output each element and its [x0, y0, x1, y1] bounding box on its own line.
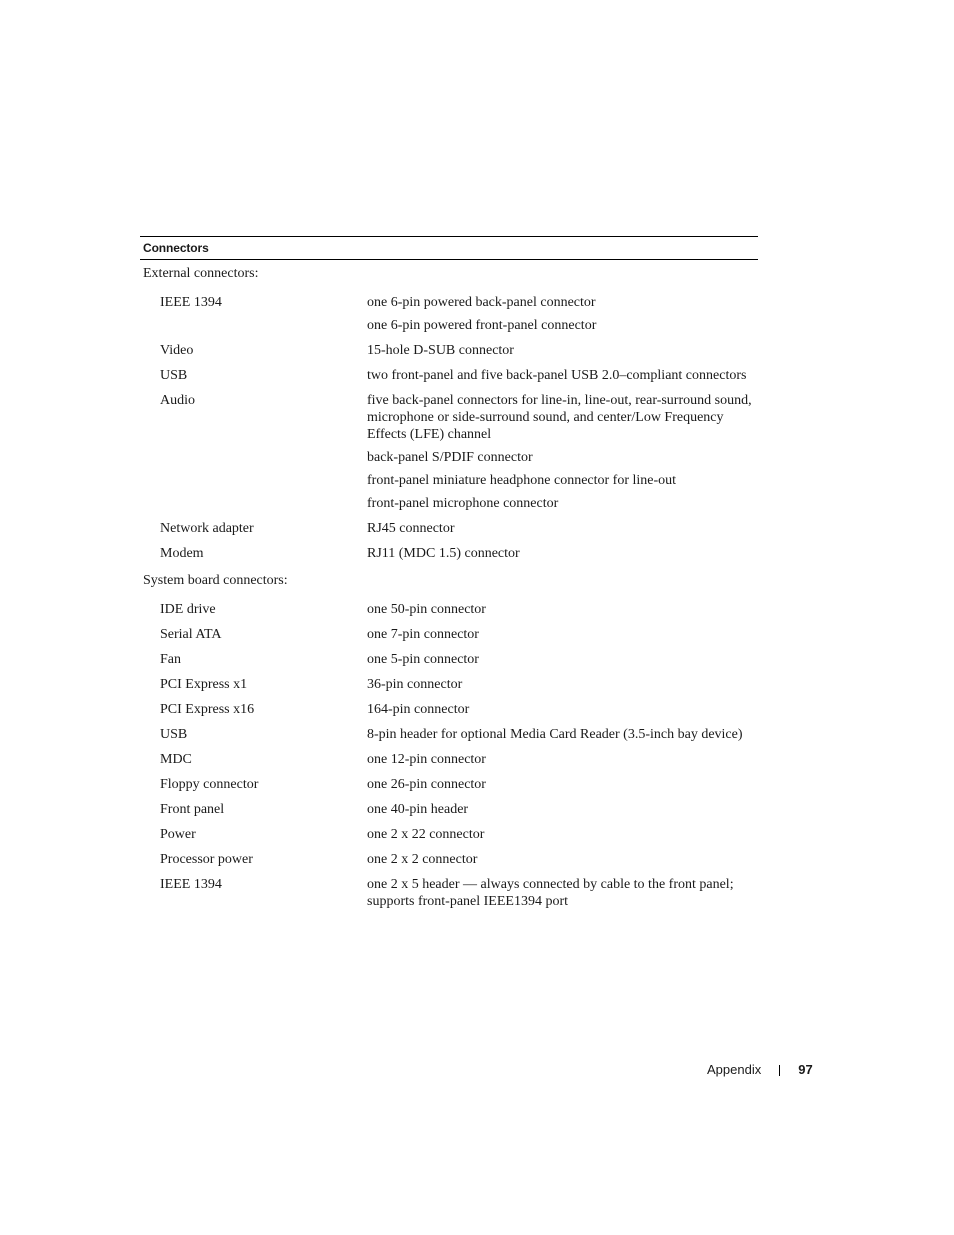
row-label: USB [160, 368, 188, 383]
table-row [140, 317, 758, 334]
table-row [140, 495, 758, 512]
footer-section-title: Appendix [707, 1062, 762, 1077]
row-label: PCI Express x16 [160, 702, 255, 717]
system-board-connectors-heading: System board connectors: [143, 573, 288, 588]
row-label: USB [160, 727, 188, 742]
row-label: Power [160, 827, 196, 842]
row-value: front-panel miniature headphone connector for line-out [367, 473, 677, 488]
row-value: five back-panel connectors for line-in, line-out, rear-surround sound, microphone or side-surround sound, and center/Low Frequency Effects (LFE) channel [367, 393, 752, 442]
external-connectors-heading: External connectors: [143, 266, 259, 281]
row-value: back-panel S/PDIF connector [367, 450, 533, 465]
row-value: one 40-pin header [367, 802, 469, 817]
row-label: Floppy connector [160, 777, 259, 792]
row-label: Processor power [160, 852, 253, 867]
table-row [140, 876, 758, 910]
table-row [140, 851, 758, 868]
table-header-rule [140, 259, 758, 260]
row-value: one 2 x 2 connector [367, 852, 478, 867]
row-label: IEEE 1394 [160, 877, 222, 892]
row-label: Video [160, 343, 194, 358]
row-value: one 2 x 22 connector [367, 827, 485, 842]
table-row [140, 801, 758, 818]
table-row [140, 751, 758, 768]
row-value: one 2 x 5 header — always connected by cable to the front panel; supports front-panel IEEE1394 port [367, 877, 734, 909]
row-label: IDE drive [160, 602, 216, 617]
table-row [140, 367, 758, 384]
row-label: Modem [160, 546, 204, 561]
table-row [140, 520, 758, 537]
table-title: Connectors [143, 241, 209, 255]
table-row [140, 676, 758, 693]
table-row [140, 626, 758, 643]
footer-divider [779, 1065, 780, 1076]
row-value: two front-panel and five back-panel USB 2.0–compliant connectors [367, 368, 747, 383]
table-row [140, 651, 758, 668]
table-row [140, 449, 758, 466]
table-row [140, 342, 758, 359]
table-row [140, 726, 758, 743]
row-value: 8-pin header for optional Media Card Reader (3.5-inch bay device) [367, 727, 743, 742]
table-row [140, 776, 758, 793]
row-label: Network adapter [160, 521, 254, 536]
row-value: 164-pin connector [367, 702, 470, 717]
row-value: front-panel microphone connector [367, 496, 559, 511]
row-value: 15-hole D-SUB connector [367, 343, 514, 358]
row-label: MDC [160, 752, 192, 767]
row-value: one 7-pin connector [367, 627, 479, 642]
row-label: Fan [160, 652, 181, 667]
row-label-empty [140, 472, 367, 489]
row-label: Audio [160, 393, 195, 408]
row-label-empty [140, 449, 367, 466]
row-label: PCI Express x1 [160, 677, 248, 692]
row-value: RJ11 (MDC 1.5) connector [367, 546, 520, 561]
table-row [140, 701, 758, 718]
row-value: one 5-pin connector [367, 652, 479, 667]
row-label-empty [140, 317, 367, 334]
row-value: one 12-pin connector [367, 752, 486, 767]
row-value: one 26-pin connector [367, 777, 486, 792]
row-label: Front panel [160, 802, 225, 817]
row-value: one 6-pin powered front-panel connector [367, 318, 597, 333]
row-label-empty [140, 495, 367, 512]
table-row [140, 826, 758, 843]
row-value: one 6-pin powered back-panel connector [367, 295, 596, 310]
row-label: IEEE 1394 [160, 295, 222, 310]
row-value: RJ45 connector [367, 521, 455, 536]
table-row [140, 472, 758, 489]
page-footer [707, 1062, 813, 1078]
table-row [140, 392, 758, 443]
row-value: one 50-pin connector [367, 602, 486, 617]
table-row [140, 601, 758, 618]
row-value: 36-pin connector [367, 677, 463, 692]
connectors-table [140, 236, 758, 910]
table-row [140, 545, 758, 562]
page-number: 97 [798, 1062, 813, 1077]
table-row [140, 294, 758, 311]
row-label: Serial ATA [160, 627, 222, 642]
